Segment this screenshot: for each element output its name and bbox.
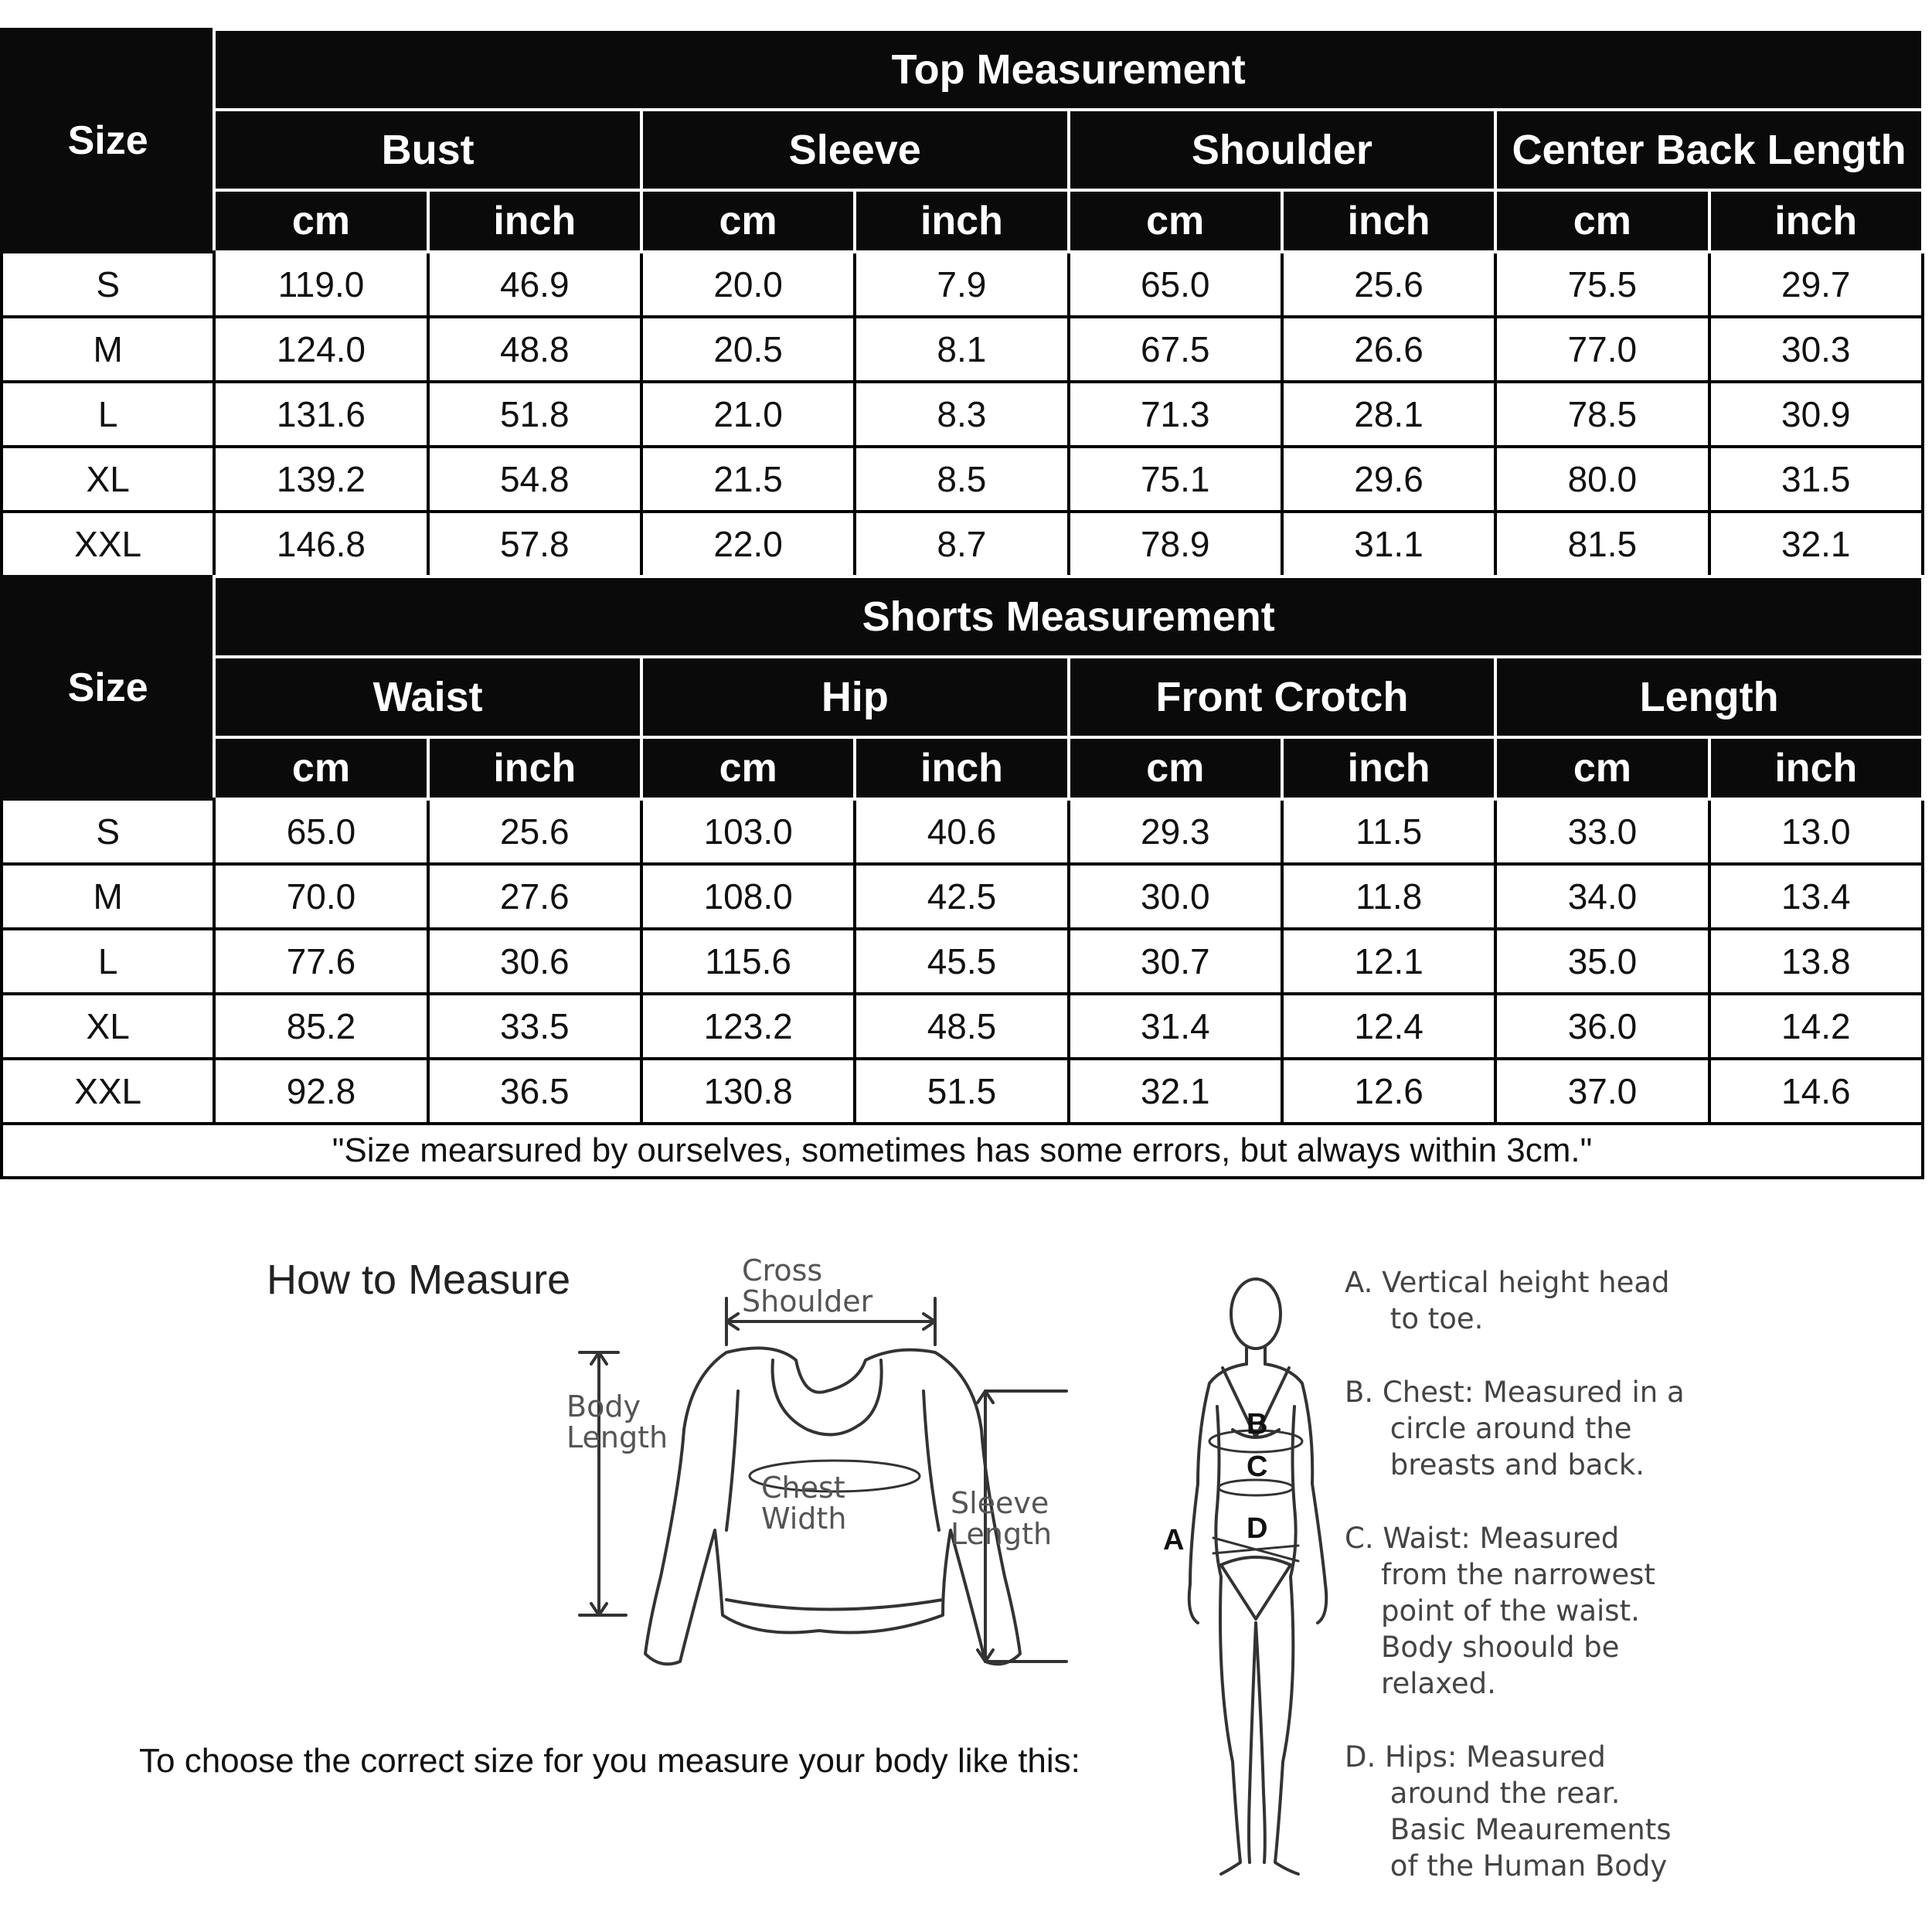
measurement-cell: 65.0 <box>1069 252 1282 317</box>
group-header-length: Length <box>1495 657 1923 737</box>
group-header-bust: Bust <box>214 110 641 190</box>
group-header-front-crotch: Front Crotch <box>1069 657 1496 737</box>
chest-width-label: Chest Width <box>761 1471 847 1536</box>
choose-size-instruction: To choose the correct size for you measure your body like this: <box>139 1742 1080 1780</box>
sleeve-length-label: Sleeve Length <box>951 1486 1053 1551</box>
body-marker-b: B <box>1247 1408 1268 1440</box>
measurement-cell: 81.5 <box>1495 512 1709 577</box>
measurement-cell: 37.0 <box>1495 1059 1709 1124</box>
table-row <box>2 447 1923 512</box>
table-row <box>2 382 1923 447</box>
group-header-sleeve: Sleeve <box>641 110 1069 190</box>
measurement-cell: 20.0 <box>641 252 855 317</box>
size-cell: XL <box>2 994 214 1059</box>
shorts-measurement-table <box>0 575 1924 1179</box>
measurement-cell: 20.5 <box>641 317 855 382</box>
size-cell: XXL <box>2 512 214 577</box>
measurement-cell: 27.6 <box>428 864 641 929</box>
measurement-cell: 131.6 <box>214 382 427 447</box>
group-header-hip: Hip <box>641 657 1069 737</box>
top-table-body <box>2 252 1923 577</box>
group-header-center-back-length: Center Back Length <box>1495 110 1923 190</box>
measurement-cell: 71.3 <box>1069 382 1282 447</box>
measurement-cell: 30.3 <box>1709 317 1923 382</box>
measurement-cell: 32.1 <box>1069 1059 1282 1124</box>
how-to-measure-title: How to Measure <box>267 1257 571 1303</box>
size-cell: XL <box>2 447 214 512</box>
table-row <box>2 929 1923 994</box>
table-row <box>2 252 1923 317</box>
measurement-cell: 108.0 <box>641 864 855 929</box>
measurement-cell: 12.4 <box>1282 994 1495 1059</box>
measurement-cell: 57.8 <box>428 512 641 577</box>
measurement-cell: 103.0 <box>641 799 855 864</box>
shorts-table-body <box>2 799 1923 1124</box>
top-measurement-table <box>0 28 1924 578</box>
measurement-cell: 31.1 <box>1282 512 1495 577</box>
measurement-cell: 29.6 <box>1282 447 1495 512</box>
measurement-cell: 36.5 <box>428 1059 641 1124</box>
unit-header-inch: inch <box>855 737 1068 799</box>
legend-item-b: B. Chest: Measured in a circle around the breasts and back. <box>1345 1376 1685 1481</box>
unit-header-inch: inch <box>428 190 641 252</box>
measurement-cell: 8.3 <box>855 382 1068 447</box>
body-marker-a: A <box>1163 1524 1185 1556</box>
measurement-cell: 115.6 <box>641 929 855 994</box>
measurement-cell: 146.8 <box>214 512 427 577</box>
measurement-cell: 30.7 <box>1069 929 1282 994</box>
measurement-cell: 77.6 <box>214 929 427 994</box>
unit-header-cm: cm <box>214 737 427 799</box>
legend-item-a: A. Vertical height head to toe. <box>1345 1266 1670 1335</box>
measurement-cell: 29.3 <box>1069 799 1282 864</box>
unit-header-cm: cm <box>1069 737 1282 799</box>
measurement-cell: 48.5 <box>855 994 1068 1059</box>
measurement-cell: 75.1 <box>1069 447 1282 512</box>
measurement-cell: 54.8 <box>428 447 641 512</box>
unit-header-cm: cm <box>641 737 855 799</box>
body-marker-c: C <box>1247 1451 1268 1483</box>
table-row <box>2 994 1923 1059</box>
measurement-cell: 80.0 <box>1495 447 1709 512</box>
unit-header-cm: cm <box>1495 737 1709 799</box>
measurement-cell: 42.5 <box>855 864 1068 929</box>
measurement-cell: 45.5 <box>855 929 1068 994</box>
measurement-cell: 51.8 <box>428 382 641 447</box>
measurement-cell: 30.9 <box>1709 382 1923 447</box>
measurement-cell: 14.2 <box>1709 994 1923 1059</box>
body-marker-d: D <box>1247 1512 1268 1545</box>
measurement-note: "Size mearsured by ourselves, sometimes has some errors, but always within 3cm." <box>2 1124 1923 1178</box>
measurement-cell: 28.1 <box>1282 382 1495 447</box>
measurement-cell: 11.8 <box>1282 864 1495 929</box>
measurement-cell: 21.0 <box>641 382 855 447</box>
measurement-cell: 31.5 <box>1709 447 1923 512</box>
table-row <box>2 512 1923 577</box>
measurement-cell: 13.0 <box>1709 799 1923 864</box>
measurement-cell: 36.0 <box>1495 994 1709 1059</box>
measurement-cell: 78.9 <box>1069 512 1282 577</box>
body-length-label: Body Length <box>566 1389 668 1454</box>
cross-shoulder-label: Cross Shoulder <box>742 1253 873 1318</box>
measurement-cell: 13.4 <box>1709 864 1923 929</box>
unit-header-inch: inch <box>428 737 641 799</box>
measurement-cell: 30.6 <box>428 929 641 994</box>
measurement-cell: 77.0 <box>1495 317 1709 382</box>
table-row <box>2 317 1923 382</box>
measurement-cell: 12.1 <box>1282 929 1495 994</box>
measurement-cell: 119.0 <box>214 252 427 317</box>
size-cell: M <box>2 864 214 929</box>
measurement-cell: 67.5 <box>1069 317 1282 382</box>
measurement-cell: 139.2 <box>214 447 427 512</box>
legend-item-d: D. Hips: Measured around the rear. Basic Meaurements of the Human Body <box>1345 1740 1672 1883</box>
legend-item-c: C. Waist: Measured from the narrowest point of the waist. Body shoould be relaxed. <box>1345 1522 1655 1700</box>
unit-header-inch: inch <box>1709 190 1923 252</box>
size-cell: S <box>2 799 214 864</box>
size-cell: L <box>2 382 214 447</box>
group-header-waist: Waist <box>214 657 641 737</box>
measurement-cell: 65.0 <box>214 799 427 864</box>
measurement-cell: 22.0 <box>641 512 855 577</box>
measurement-cell: 48.8 <box>428 317 641 382</box>
measurement-cell: 92.8 <box>214 1059 427 1124</box>
measurement-cell: 13.8 <box>1709 929 1923 994</box>
group-header-shoulder: Shoulder <box>1069 110 1496 190</box>
measurement-cell: 29.7 <box>1709 252 1923 317</box>
measurement-cell: 33.0 <box>1495 799 1709 864</box>
unit-header-inch: inch <box>855 190 1068 252</box>
measurement-cell: 8.1 <box>855 317 1068 382</box>
measurement-cell: 46.9 <box>428 252 641 317</box>
measurement-cell: 8.5 <box>855 447 1068 512</box>
measurement-cell: 25.6 <box>1282 252 1495 317</box>
unit-header-cm: cm <box>641 190 855 252</box>
unit-header-cm: cm <box>1069 190 1282 252</box>
measurement-cell: 78.5 <box>1495 382 1709 447</box>
measurement-cell: 85.2 <box>214 994 427 1059</box>
size-cell: L <box>2 929 214 994</box>
table-title: Shorts Measurement <box>214 577 1923 657</box>
unit-header-inch: inch <box>1282 190 1495 252</box>
measurement-cell: 32.1 <box>1709 512 1923 577</box>
size-cell: M <box>2 317 214 382</box>
measurement-cell: 30.0 <box>1069 864 1282 929</box>
measurement-cell: 70.0 <box>214 864 427 929</box>
size-header: Size <box>2 577 214 799</box>
unit-header-inch: inch <box>1282 737 1495 799</box>
measurement-cell: 40.6 <box>855 799 1068 864</box>
size-cell: XXL <box>2 1059 214 1124</box>
measurement-cell: 123.2 <box>641 994 855 1059</box>
measurement-cell: 34.0 <box>1495 864 1709 929</box>
measurement-cell: 124.0 <box>214 317 427 382</box>
unit-header-cm: cm <box>214 190 427 252</box>
table-title: Top Measurement <box>214 29 1923 110</box>
measurement-cell: 26.6 <box>1282 317 1495 382</box>
measurement-cell: 12.6 <box>1282 1059 1495 1124</box>
measurement-cell: 51.5 <box>855 1059 1068 1124</box>
measurement-cell: 21.5 <box>641 447 855 512</box>
measurement-cell: 130.8 <box>641 1059 855 1124</box>
unit-header-inch: inch <box>1709 737 1923 799</box>
size-header: Size <box>2 29 214 252</box>
table-row <box>2 864 1923 929</box>
measurement-cell: 35.0 <box>1495 929 1709 994</box>
measurement-cell: 8.7 <box>855 512 1068 577</box>
measurement-cell: 31.4 <box>1069 994 1282 1059</box>
measurement-cell: 14.6 <box>1709 1059 1923 1124</box>
unit-header-cm: cm <box>1495 190 1709 252</box>
size-cell: S <box>2 252 214 317</box>
measurement-cell: 25.6 <box>428 799 641 864</box>
measurement-cell: 11.5 <box>1282 799 1495 864</box>
table-row <box>2 1059 1923 1124</box>
measurement-cell: 7.9 <box>855 252 1068 317</box>
measurement-cell: 33.5 <box>428 994 641 1059</box>
table-row <box>2 799 1923 864</box>
measurement-cell: 75.5 <box>1495 252 1709 317</box>
